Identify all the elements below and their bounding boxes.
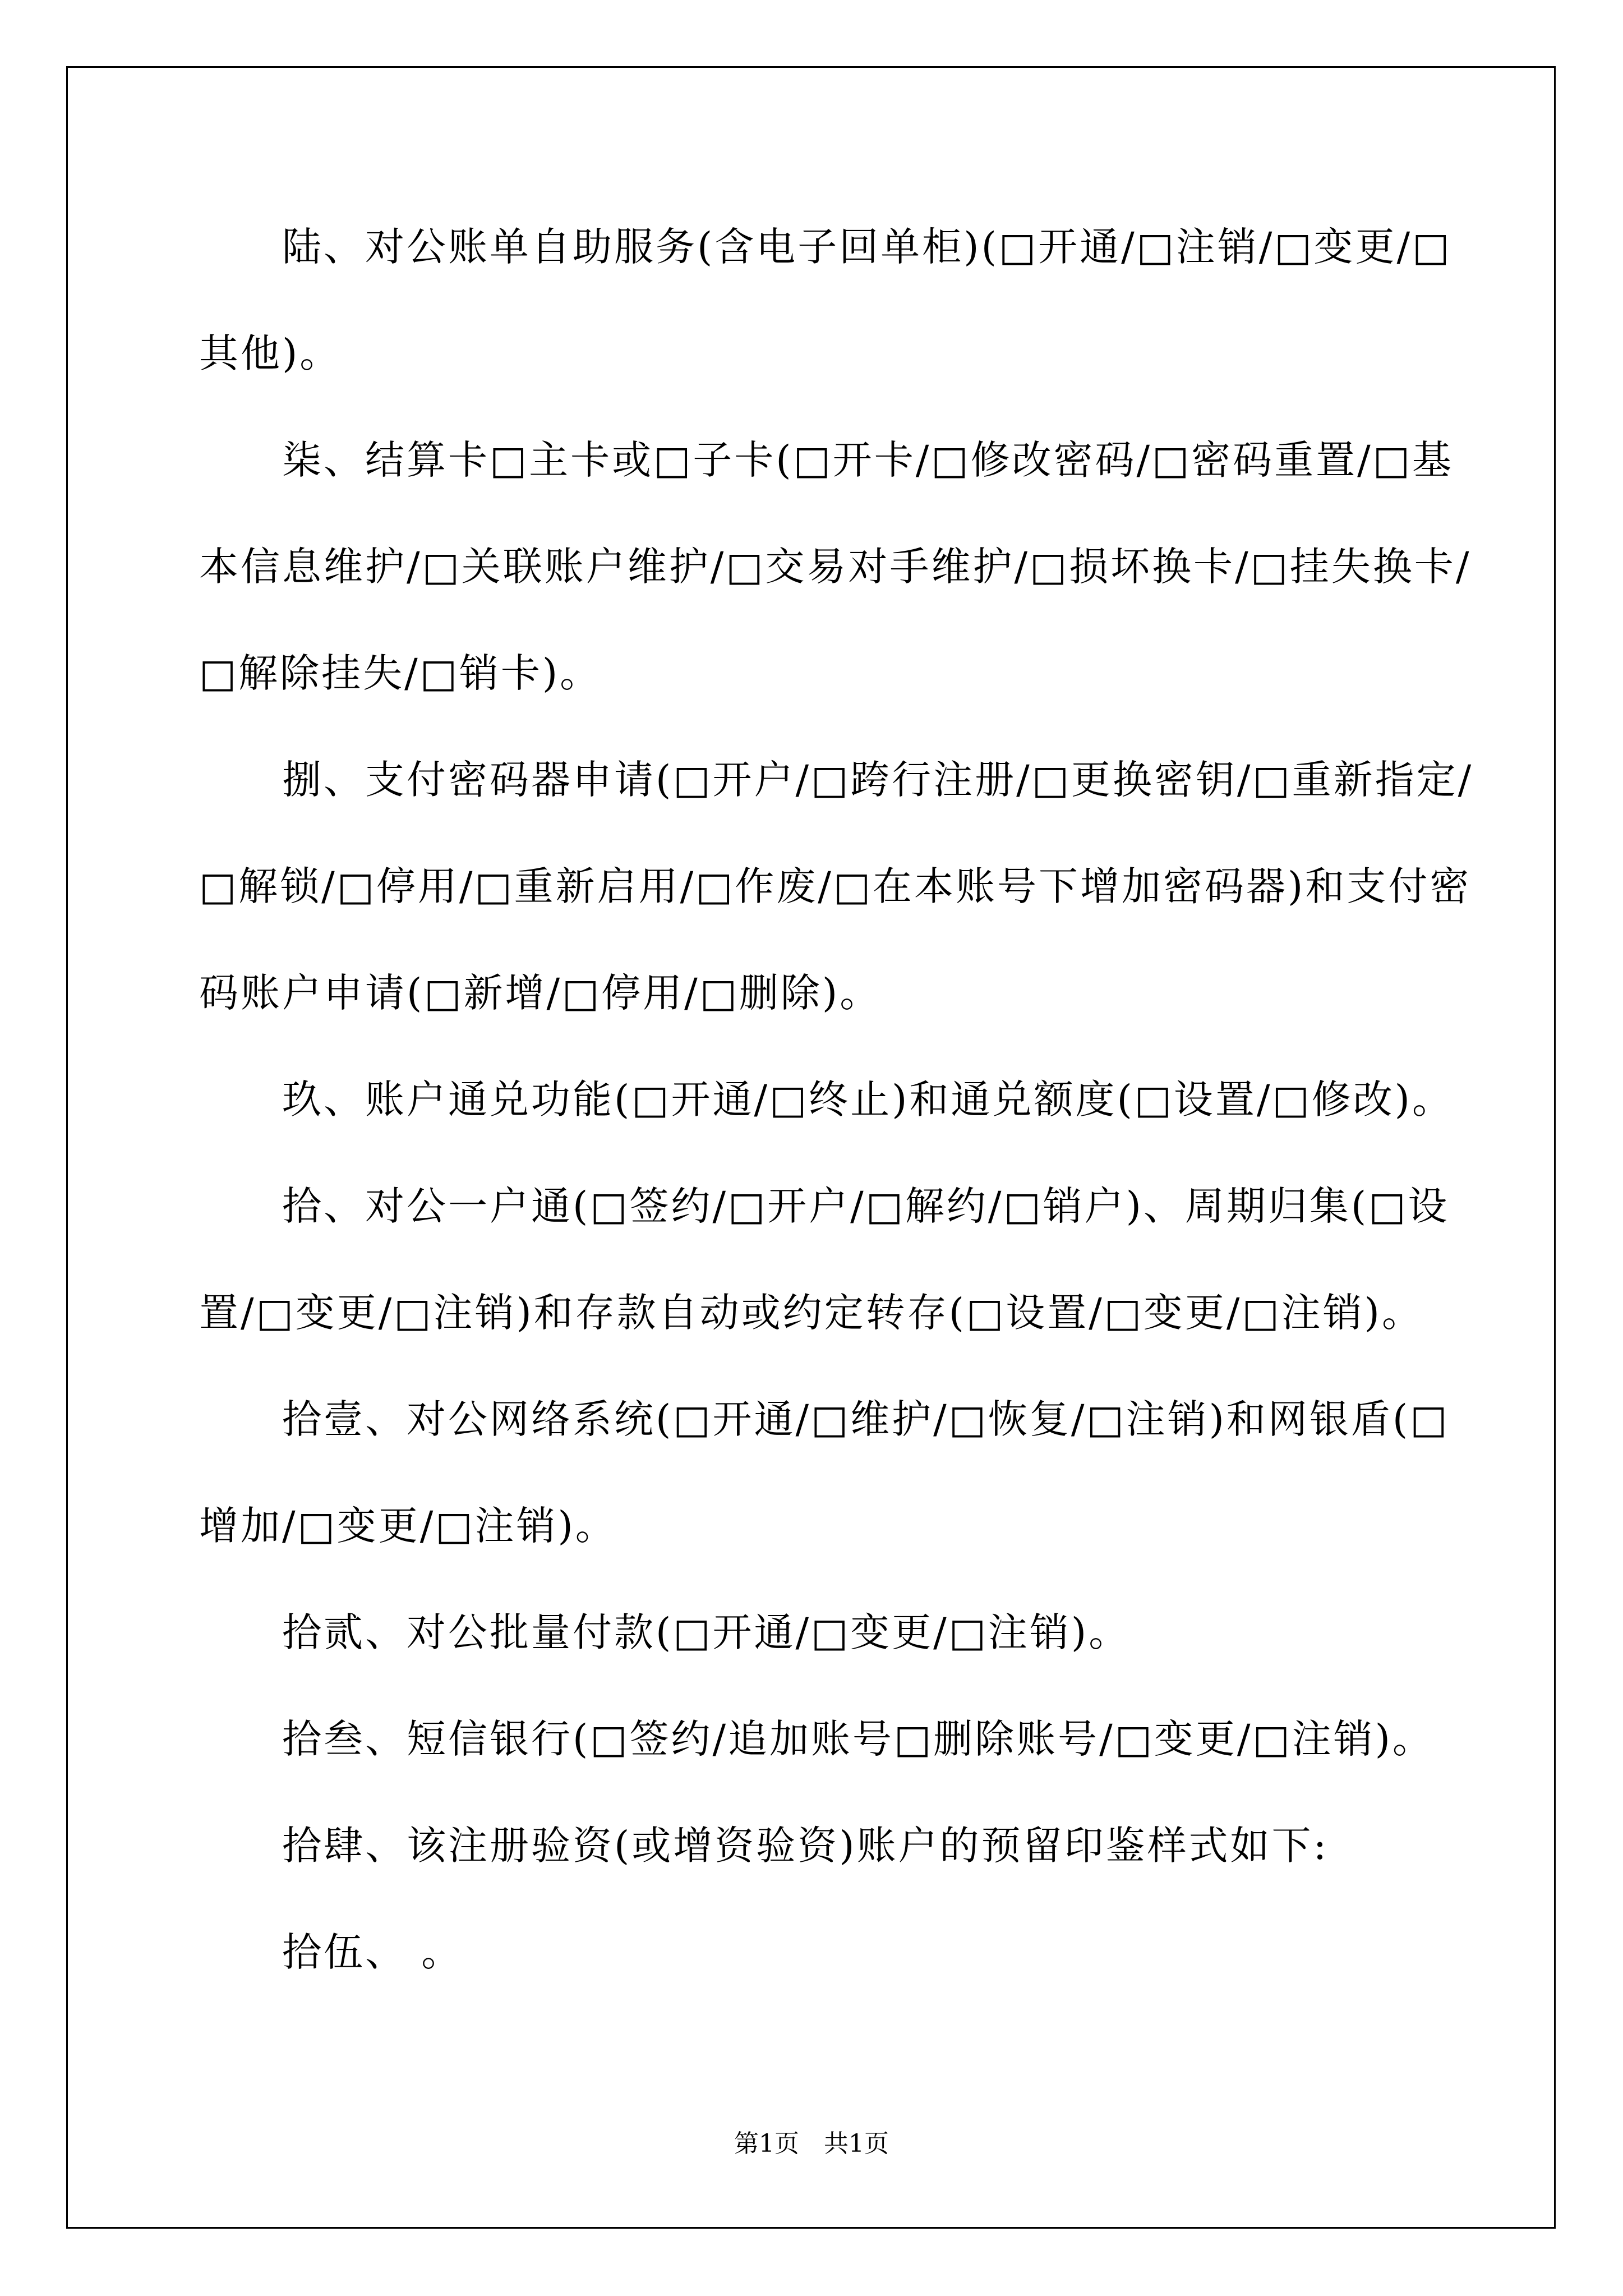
- paragraph-15: 拾伍、 。: [282, 1929, 463, 1975]
- paragraph-7: 柒、结算卡□主卡或□子卡(□开卡/□修改密码/□密码重置/□基本信息维护/□关联账户维护/□交易对手维护/□损坏换卡/□挂失换卡/□解除挂失/□销卡)。: [199, 437, 1472, 696]
- page-footer: 第1页 共1页: [734, 2129, 889, 2158]
- paragraph-12: 拾贰、对公批量付款(□开通/□变更/□注销)。: [282, 1609, 1131, 1655]
- paragraph-8: 捌、支付密码器申请(□开户/□跨行注册/□更换密钥/□重新指定/□解锁/□停用/□重新启用/□作废/□在本账号下增加密码器)和支付密码账户申请(□新增/□停用/□删除)。: [199, 757, 1474, 1016]
- paragraph-6: 陆、对公账单自助服务(含电子回单柜)(□开通/□注销/□变更/□其他)。: [199, 224, 1452, 376]
- paragraph-9: 玖、账户通兑功能(□开通/□终止)和通兑额度(□设置/□修改)。: [282, 1076, 1454, 1122]
- paragraph-10: 拾、对公一户通(□签约/□开户/□解约/□销户)、周期归集(□设置/□变更/□注销)和存款自动或约定转存(□设置/□变更/□注销)。: [199, 1183, 1450, 1336]
- paragraph-14: 拾肆、该注册验资(或增资验资)账户的预留印鉴样式如下:: [282, 1823, 1329, 1869]
- paragraph-13: 拾叁、短信银行(□签约/追加账号□删除账号/□变更/□注销)。: [282, 1716, 1434, 1762]
- document-body: [199, 194, 1489, 2005]
- paragraph-11: 拾壹、对公网络系统(□开通/□维护/□恢复/□注销)和网银盾(□增加/□变更/□注销)。: [199, 1396, 1450, 1549]
